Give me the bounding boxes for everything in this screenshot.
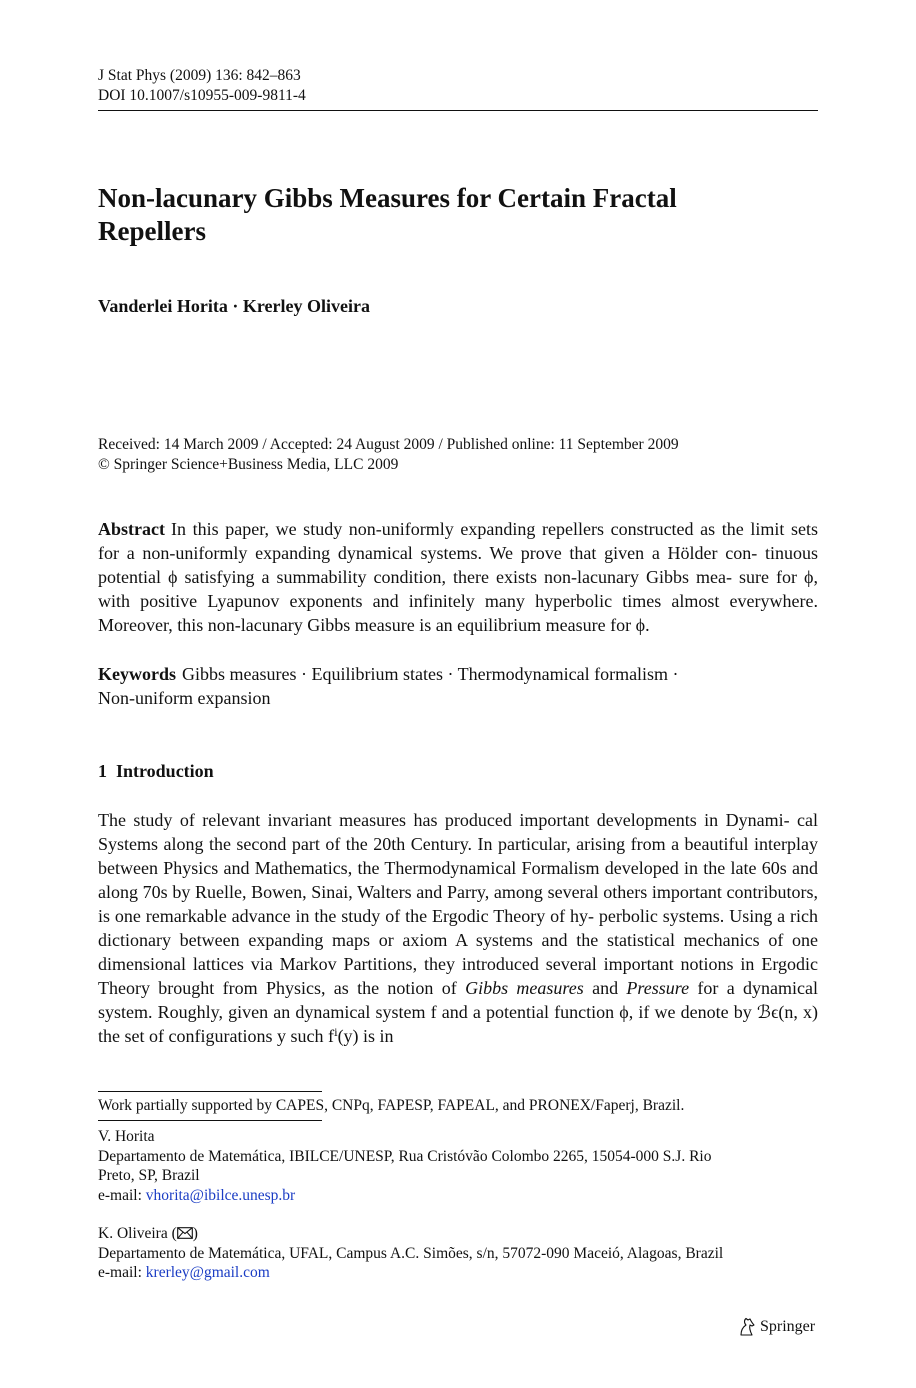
- abstract: [98, 517, 818, 637]
- intro-line-3: interplay between Physics and Mathematics, the Thermodynamical Formalism developed in: [98, 834, 819, 878]
- address-oliveira: Departamento de Matemática, UFAL, Campus A.C. Simões, s/n, 57072-090 Maceió, Alagoas, Brazil: [98, 1244, 724, 1262]
- author-name-horita: V. Horita: [98, 1128, 155, 1145]
- intro-line-2: cal Systems along the second part of the 20th Century. In particular, arising from a beautiful: [98, 810, 819, 854]
- publisher-name: Springer: [760, 1318, 816, 1335]
- title-line-1: Non-lacunary Gibbs Measures for Certain Fractal: [98, 183, 677, 213]
- author-name-oliveira-close: ): [192, 1225, 198, 1242]
- keywords-line-1: Gibbs measures · Equilibrium states · Thermodynamical formalism ·: [182, 664, 679, 684]
- copyright: © Springer Science+Business Media, LLC 2009: [98, 456, 399, 473]
- section-number: 1: [98, 761, 107, 781]
- keywords-label: Keywords: [98, 664, 176, 684]
- header-rule: [98, 110, 818, 111]
- author-name-oliveira: K. Oliveira (: [98, 1225, 177, 1242]
- journal-header: [98, 66, 818, 106]
- envelope-icon: [177, 1227, 193, 1239]
- intro-line-1: The study of relevant invariant measures has produced important developments in Dynami-: [98, 810, 790, 830]
- intro-line-6: perbolic systems. Using a rich dictionary between expanding maps or axiom A systems and: [98, 906, 818, 950]
- intro-line-5: important contributors, is one remarkable advance in the study of the Ergodic Theory of hy-: [98, 882, 819, 926]
- email-label: e-mail:: [98, 1264, 142, 1281]
- abstract-line-4: sure for ϕ, with positive Lyapunov exponents and infinitely many hyperbolic times almost: [98, 567, 818, 611]
- paper-title: [98, 182, 738, 248]
- email-link-horita[interactable]: vhorita@ibilce.unesp.br: [145, 1186, 296, 1204]
- term-pressure: Pressure: [626, 978, 690, 998]
- intro-line-9: for a dynamical system. Roughly, given an dynamical system f and: [98, 978, 819, 1022]
- publisher-mark: [738, 1316, 815, 1338]
- abstract-line-2: sets for a non-uniformly expanding dynamical systems. We prove that given a Hölder con-: [98, 519, 819, 563]
- abstract-label: Abstract: [98, 519, 165, 539]
- intro-line-7: the statistical mechanics of one dimensional lattices via Markov Partitions, they introduced: [98, 930, 819, 974]
- publication-history: Received: 14 March 2009 / Accepted: 24 August 2009 / Published online: 11 September 2009: [98, 436, 679, 453]
- title-line-2: Repellers: [98, 216, 206, 246]
- affiliation-rule: [98, 1120, 322, 1121]
- section-heading-introduction: [98, 759, 214, 783]
- abstract-line-5: everywhere. Moreover, this non-lacunary Gibbs measure is an equilibrium measure for ϕ.: [98, 591, 818, 635]
- term-measures: measures: [516, 978, 584, 998]
- email-row-oliveira: [98, 1263, 818, 1283]
- introduction-paragraph: [98, 808, 818, 1048]
- address-horita-2: Preto, SP, Brazil: [98, 1167, 200, 1184]
- affiliation-oliveira: [98, 1224, 818, 1283]
- address-horita-1: Departamento de Matemática, IBILCE/UNESP, Rua Cristóvão Colombo 2265, 15054-000 S.J. Rio: [98, 1147, 712, 1165]
- funding-footnote: Work partially supported by CAPES, CNPq, FAPESP, FAPEAL, and PRONEX/Faperj, Brazil.: [98, 1097, 685, 1114]
- email-label: e-mail:: [98, 1186, 142, 1204]
- section-title: Introduction: [116, 761, 214, 781]
- keywords-line-2: Non-uniform expansion: [98, 688, 271, 708]
- author-list: Vanderlei Horita · Krerley Oliveira: [98, 296, 370, 316]
- doi: DOI 10.1007/s10955-009-9811-4: [98, 87, 306, 104]
- abstract-line-3: tinuous potential ϕ satisfying a summability condition, there exists non-lacunary Gibbs mea-: [98, 543, 818, 587]
- intro-line-9-and: and: [592, 978, 619, 998]
- abstract-line-1: In this paper, we study non-uniformly expanding repellers constructed as the limit: [170, 519, 785, 539]
- publication-dates: [98, 435, 818, 475]
- affiliation-horita: [98, 1127, 818, 1205]
- journal-citation: J Stat Phys (2009) 136: 842–863: [98, 67, 301, 84]
- keywords: [98, 662, 818, 710]
- email-link-oliveira[interactable]: krerley@gmail.com: [145, 1264, 270, 1281]
- term-gibbs: Gibbs: [465, 978, 509, 998]
- intro-line-4: the late 60s and along 70s by Ruelle, Bowen, Sinai, Walters and Parry, among several others: [98, 858, 818, 902]
- springer-horse-icon: [738, 1317, 756, 1337]
- author-name-oliveira-row: [98, 1224, 818, 1244]
- intro-line-10: a potential function ϕ, if we denote by ℬϵ(n, x) the set of configurations y such fⁱ(y) is in: [98, 1002, 818, 1046]
- footnote-rule: [98, 1091, 322, 1092]
- intro-line-8: several important notions in Ergodic Theory brought from Physics, as the notion of: [98, 954, 818, 998]
- email-row-horita: [98, 1186, 818, 1206]
